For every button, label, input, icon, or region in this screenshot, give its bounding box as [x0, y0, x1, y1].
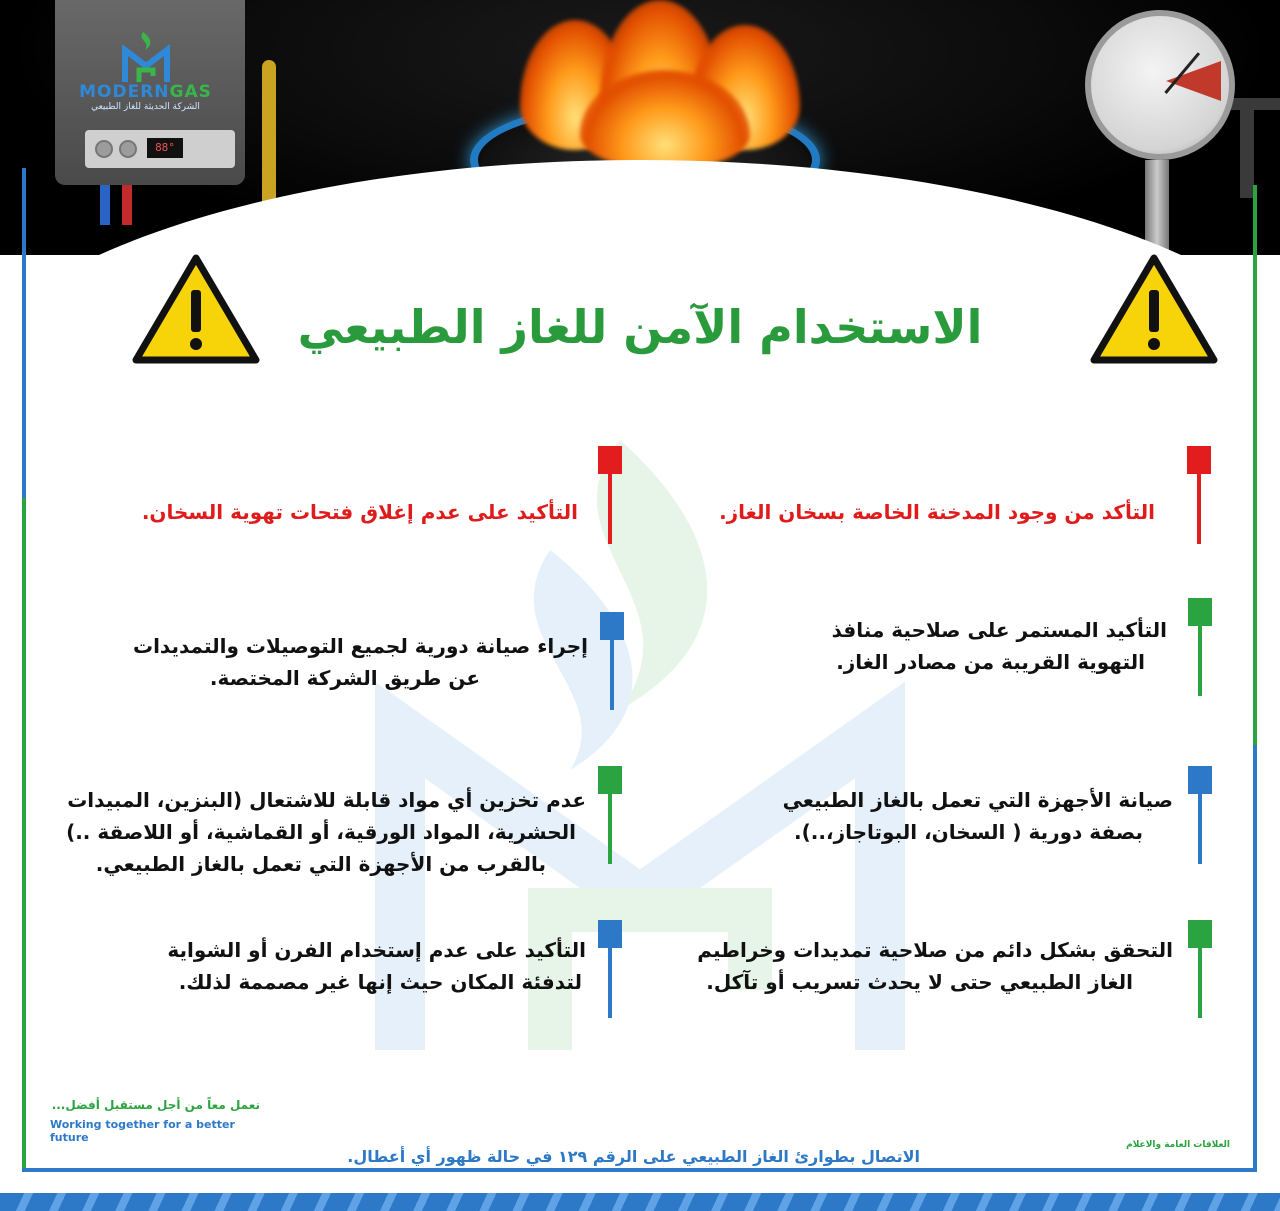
- pressure-gauge-icon: [1085, 10, 1235, 160]
- bullet-marker-blue: [1188, 766, 1212, 864]
- company-logo: [78, 30, 213, 112]
- list-item: [640, 496, 1155, 528]
- item-line: عدم تخزين أي مواد قابلة للاشتعال (البنزين، المبيدات: [67, 788, 586, 812]
- header-photo: [0, 0, 1280, 255]
- hot-water-pipe: [122, 185, 132, 225]
- item-line: إجراء صيانة دورية لجميع التوصيلات والتمديدات: [132, 634, 588, 658]
- gas-pipe: [262, 60, 276, 220]
- list-item: [640, 614, 1167, 678]
- cold-water-pipe: [100, 185, 110, 225]
- item-line: التأكيد المستمر على صلاحية منافذ: [831, 618, 1167, 642]
- modern-gas-logo-icon: [121, 30, 171, 84]
- bullet-marker-blue: [600, 612, 624, 710]
- page-title: الاستخدام الآمن للغاز الطبيعي: [297, 300, 983, 354]
- item-line: التحقق بشكل دائم من صلاحية تمديدات وخراطيم: [697, 938, 1173, 962]
- bullet-marker-green: [598, 766, 622, 864]
- logo-subtitle: الشركة الحديثة للغاز الطبيعي: [91, 102, 200, 112]
- heater-display: 88°: [147, 138, 183, 158]
- left-border-green: [22, 498, 26, 1170]
- bullet-marker-green: [1188, 598, 1212, 696]
- bullet-marker-blue: [598, 920, 622, 1018]
- slogan-arabic: نعمل معاً من أجل مستقبل أفضل...: [51, 1098, 260, 1112]
- list-item: [640, 784, 1173, 848]
- warning-icon: [1088, 252, 1220, 367]
- item-line: بالقرب من الأجهزة التي تعمل بالغاز الطبيعي.: [95, 852, 546, 876]
- bottom-border: [22, 1168, 1257, 1172]
- list-item: [40, 630, 588, 694]
- heater-knob-icon: [119, 140, 137, 158]
- item-line: عن طريق الشركة المختصة.: [209, 666, 480, 690]
- item-line: التأكيد على عدم إغلاق فتحات تهوية السخان.: [141, 500, 578, 524]
- item-line: بصفة دورية ( السخان، البوتاجاز،..).: [794, 820, 1143, 844]
- list-item: [640, 934, 1173, 998]
- department-label: العلاقات العامة والاعلام: [1126, 1140, 1230, 1150]
- emergency-hotline-text: الاتصال بطوارئ الغاز الطبيعي على الرقم ١٢٩ في حالة ظهور أي أعطال.: [347, 1147, 920, 1166]
- logo-brand-modern: MODERN: [79, 82, 170, 102]
- list-item: [40, 496, 578, 528]
- warning-icon: [130, 252, 262, 367]
- right-border-green: [1253, 185, 1257, 745]
- gauge-pipe: [1240, 98, 1254, 198]
- bullet-marker-green: [1188, 920, 1212, 1018]
- item-line: الحشرية، المواد الورقية، أو القماشية، أو اللاصقة ..): [66, 820, 576, 844]
- left-border-blue: [22, 168, 26, 498]
- list-item: [40, 934, 586, 998]
- heater-control-panel: [85, 130, 235, 168]
- right-border-blue: [1253, 745, 1257, 1170]
- item-line: التهوية القريبة من مصادر الغاز.: [836, 650, 1145, 674]
- slogan-english: Working together for a better future: [50, 1118, 235, 1144]
- item-line: التأكد من وجود المدخنة الخاصة بسخان الغاز.: [719, 500, 1155, 524]
- logo-brand-gas: GAS: [169, 82, 212, 102]
- list-item: [30, 784, 586, 880]
- item-line: لتدفئة المكان حيث إنها غير مصممة لذلك.: [178, 970, 582, 994]
- bullet-marker-red: [598, 446, 622, 544]
- item-line: الغاز الطبيعي حتى لا يحدث تسريب أو تآكل.: [706, 970, 1133, 994]
- heater-knob-icon: [95, 140, 113, 158]
- bottom-stripe-bar: [0, 1193, 1280, 1211]
- item-line: التأكيد على عدم إستخدام الفرن أو الشواية: [167, 938, 586, 962]
- bullet-marker-red: [1187, 446, 1211, 544]
- item-line: صيانة الأجهزة التي تعمل بالغاز الطبيعي: [782, 788, 1173, 812]
